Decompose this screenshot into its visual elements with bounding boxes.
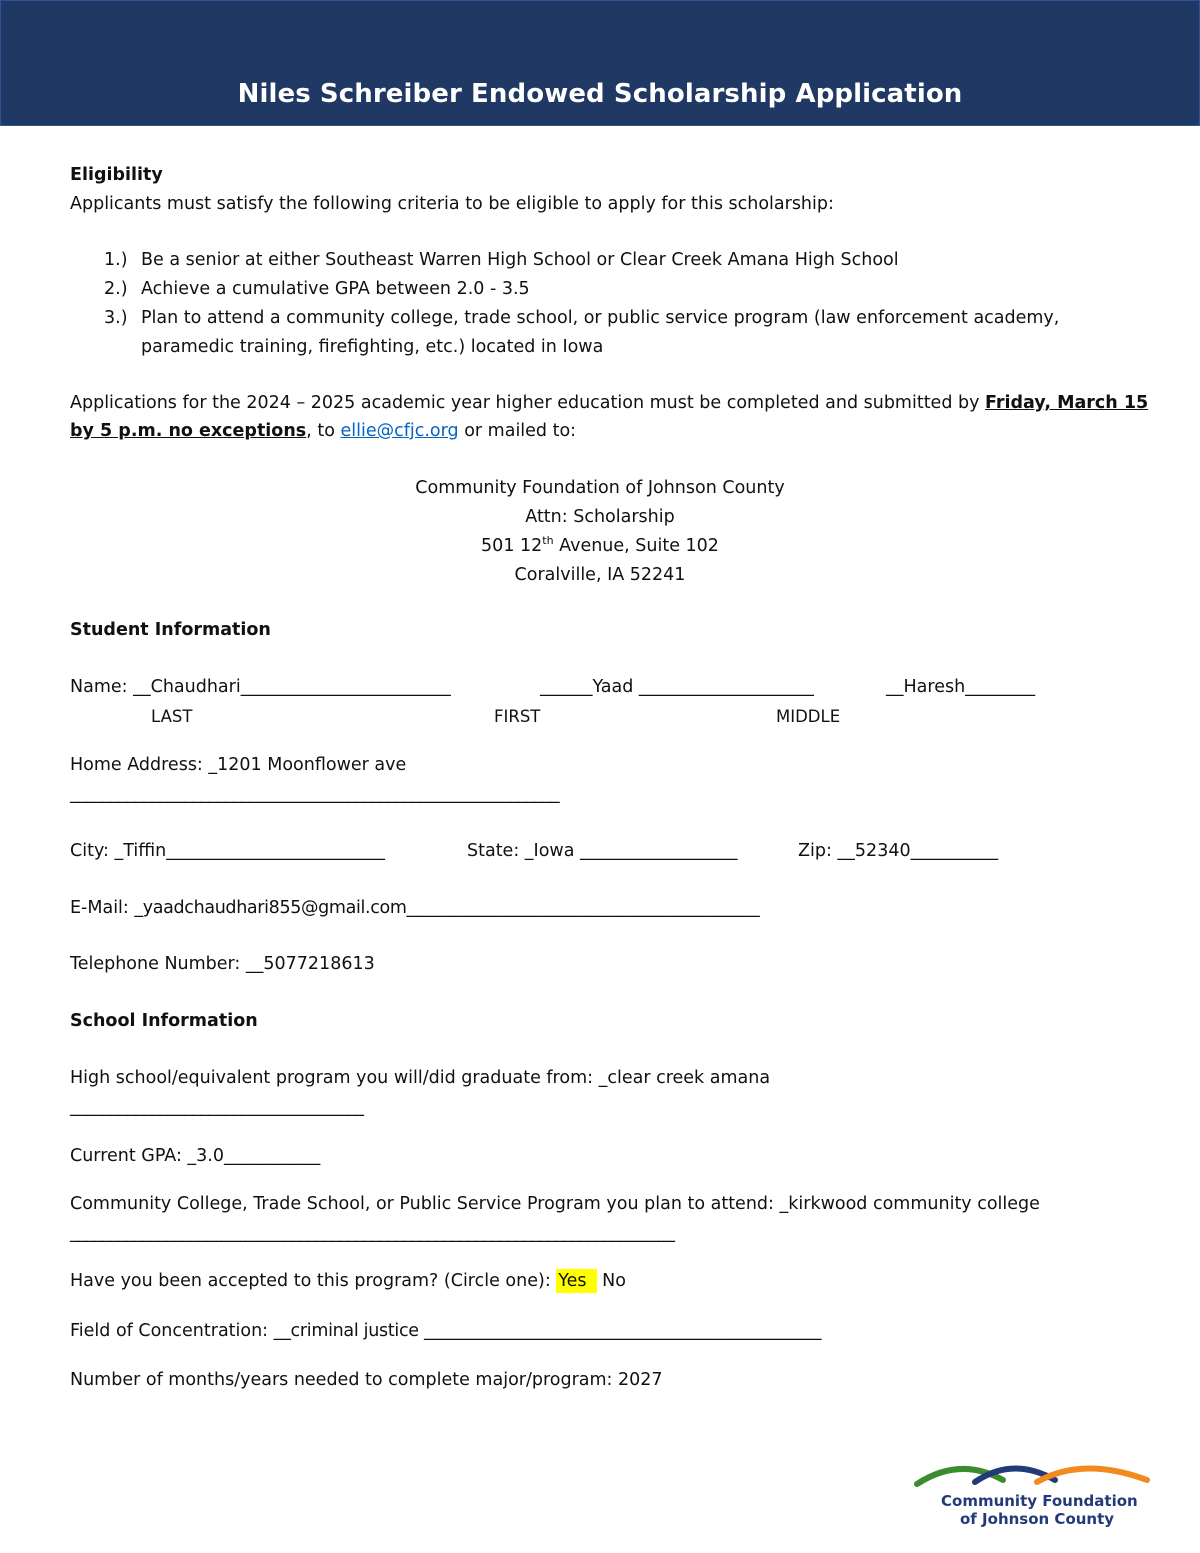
last-caption: LAST xyxy=(151,707,193,726)
address-line-3 xyxy=(0,535,1200,557)
name-label: Name: xyxy=(70,677,134,697)
gpa-label: Current GPA: xyxy=(70,1146,188,1166)
criteria-item: Be a senior at either Southeast Warren High School or Clear Creek Amana High School xyxy=(141,250,899,270)
ordinal-suffix: th xyxy=(542,534,554,548)
deadline-text: Applications for the 2024 – 2025 academic year higher education must be completed and submitted by xyxy=(70,393,986,413)
high-school-row xyxy=(70,1067,770,1089)
student-info-heading: Student Information xyxy=(70,620,271,640)
deadline-time: by 5 p.m. no exceptions xyxy=(70,421,307,441)
school-info-heading: School Information xyxy=(70,1011,258,1031)
address-line-1: Community Foundation of Johnson County xyxy=(415,478,785,498)
city-field[interactable]: _Tiffin_________________________ xyxy=(114,841,386,861)
state-field[interactable]: _Iowa __________________ xyxy=(524,841,738,861)
eligibility-heading: Eligibility xyxy=(70,165,163,185)
gpa-field[interactable]: _3.0___________ xyxy=(187,1146,321,1166)
page-title: Niles Schreiber Endowed Scholarship Application xyxy=(237,79,963,109)
accepted-yes-text: Yes xyxy=(558,1271,587,1291)
deadline-date: Friday, March 15 xyxy=(985,393,1149,413)
title-banner xyxy=(0,0,1200,126)
field-row xyxy=(70,1320,821,1342)
criteria-number: 3.) xyxy=(104,308,128,328)
high-school-line[interactable]: ____________________________________ xyxy=(70,1097,364,1117)
street-rest: Avenue, Suite 102 xyxy=(553,536,719,556)
email-row xyxy=(70,897,759,919)
email-label: E-Mail: xyxy=(70,898,135,918)
logo-line-2: of Johnson County xyxy=(960,1510,1115,1528)
state-label: State: xyxy=(467,841,525,861)
state-row xyxy=(467,840,738,862)
home-address-row xyxy=(70,754,406,776)
field-label: Field of Concentration: xyxy=(70,1321,274,1341)
phone-label: Telephone Number: xyxy=(70,954,246,974)
middle-name-field[interactable]: __Haresh________ xyxy=(886,677,1036,697)
program-row xyxy=(70,1193,1040,1215)
home-address-field[interactable]: _1201 Moonflower ave xyxy=(208,755,407,775)
city-row xyxy=(70,840,385,862)
home-address-line[interactable]: ____________________________________________________________ xyxy=(70,784,560,804)
foundation-logo xyxy=(905,1462,1165,1532)
first-name-field[interactable]: ______Yaad ____________________ xyxy=(540,677,814,697)
deadline-line-2 xyxy=(70,420,576,442)
deadline-to: , to xyxy=(306,421,341,441)
logo-arcs-icon xyxy=(905,1462,1165,1490)
phone-field[interactable]: __5077218613 xyxy=(245,954,375,974)
phone-row xyxy=(70,953,375,975)
last-name-field[interactable]: __Chaudhari________________________ xyxy=(133,677,451,697)
duration-label: Number of months/years needed to complete major/program: xyxy=(70,1370,619,1390)
accepted-yes-option[interactable] xyxy=(556,1269,596,1293)
first-caption: FIRST xyxy=(494,707,541,726)
home-address-label: Home Address: xyxy=(70,755,209,775)
criteria-number: 2.) xyxy=(104,279,128,299)
address-line-2: Attn: Scholarship xyxy=(525,507,675,527)
gpa-row xyxy=(70,1145,320,1167)
deadline-mailed: or mailed to: xyxy=(458,421,577,441)
logo-line-1: Community Foundation xyxy=(941,1492,1138,1510)
criteria-item-continued: paramedic training, firefighting, etc.) located in Iowa xyxy=(141,337,604,357)
accepted-label: Have you been accepted to this program? (Circle one): xyxy=(70,1271,557,1291)
program-field[interactable]: _kirkwood community college xyxy=(779,1194,1040,1214)
duration-row xyxy=(70,1369,663,1391)
zip-row xyxy=(798,840,998,862)
criteria-item: Plan to attend a community college, trade school, or public service program (law enforcement academy, xyxy=(141,308,1060,328)
email-link[interactable]: ellie@cfjc.org xyxy=(340,421,459,441)
high-school-label: High school/equivalent program you will/did graduate from: xyxy=(70,1068,599,1088)
zip-label: Zip: xyxy=(798,841,838,861)
city-label: City: xyxy=(70,841,115,861)
zip-field[interactable]: __52340__________ xyxy=(837,841,999,861)
name-row xyxy=(70,676,451,698)
accepted-row xyxy=(70,1270,626,1292)
criteria-item: Achieve a cumulative GPA between 2.0 - 3.5 xyxy=(141,279,530,299)
email-field[interactable]: _yaadchaudhari855@gmail.com__________________________________________ xyxy=(134,898,760,918)
duration-field[interactable]: 2027 xyxy=(618,1370,663,1390)
deadline-line-1 xyxy=(70,392,1148,414)
street-number: 501 12 xyxy=(481,536,543,556)
address-line-4: Coralville, IA 52241 xyxy=(514,565,686,585)
criteria-number: 1.) xyxy=(104,250,128,270)
program-label: Community College, Trade School, or Public Service Program you plan to attend: xyxy=(70,1194,780,1214)
high-school-field[interactable]: _clear creek amana xyxy=(598,1068,771,1088)
accepted-no-option[interactable]: No xyxy=(602,1271,626,1291)
middle-caption: MIDDLE xyxy=(776,707,841,726)
field-concentration-field[interactable]: __criminal justice _______________________________________________ xyxy=(273,1321,822,1341)
program-line[interactable]: ____________________________________________________________________________ xyxy=(70,1223,675,1243)
eligibility-intro: Applicants must satisfy the following criteria to be eligible to apply for this scholarship: xyxy=(70,194,834,214)
